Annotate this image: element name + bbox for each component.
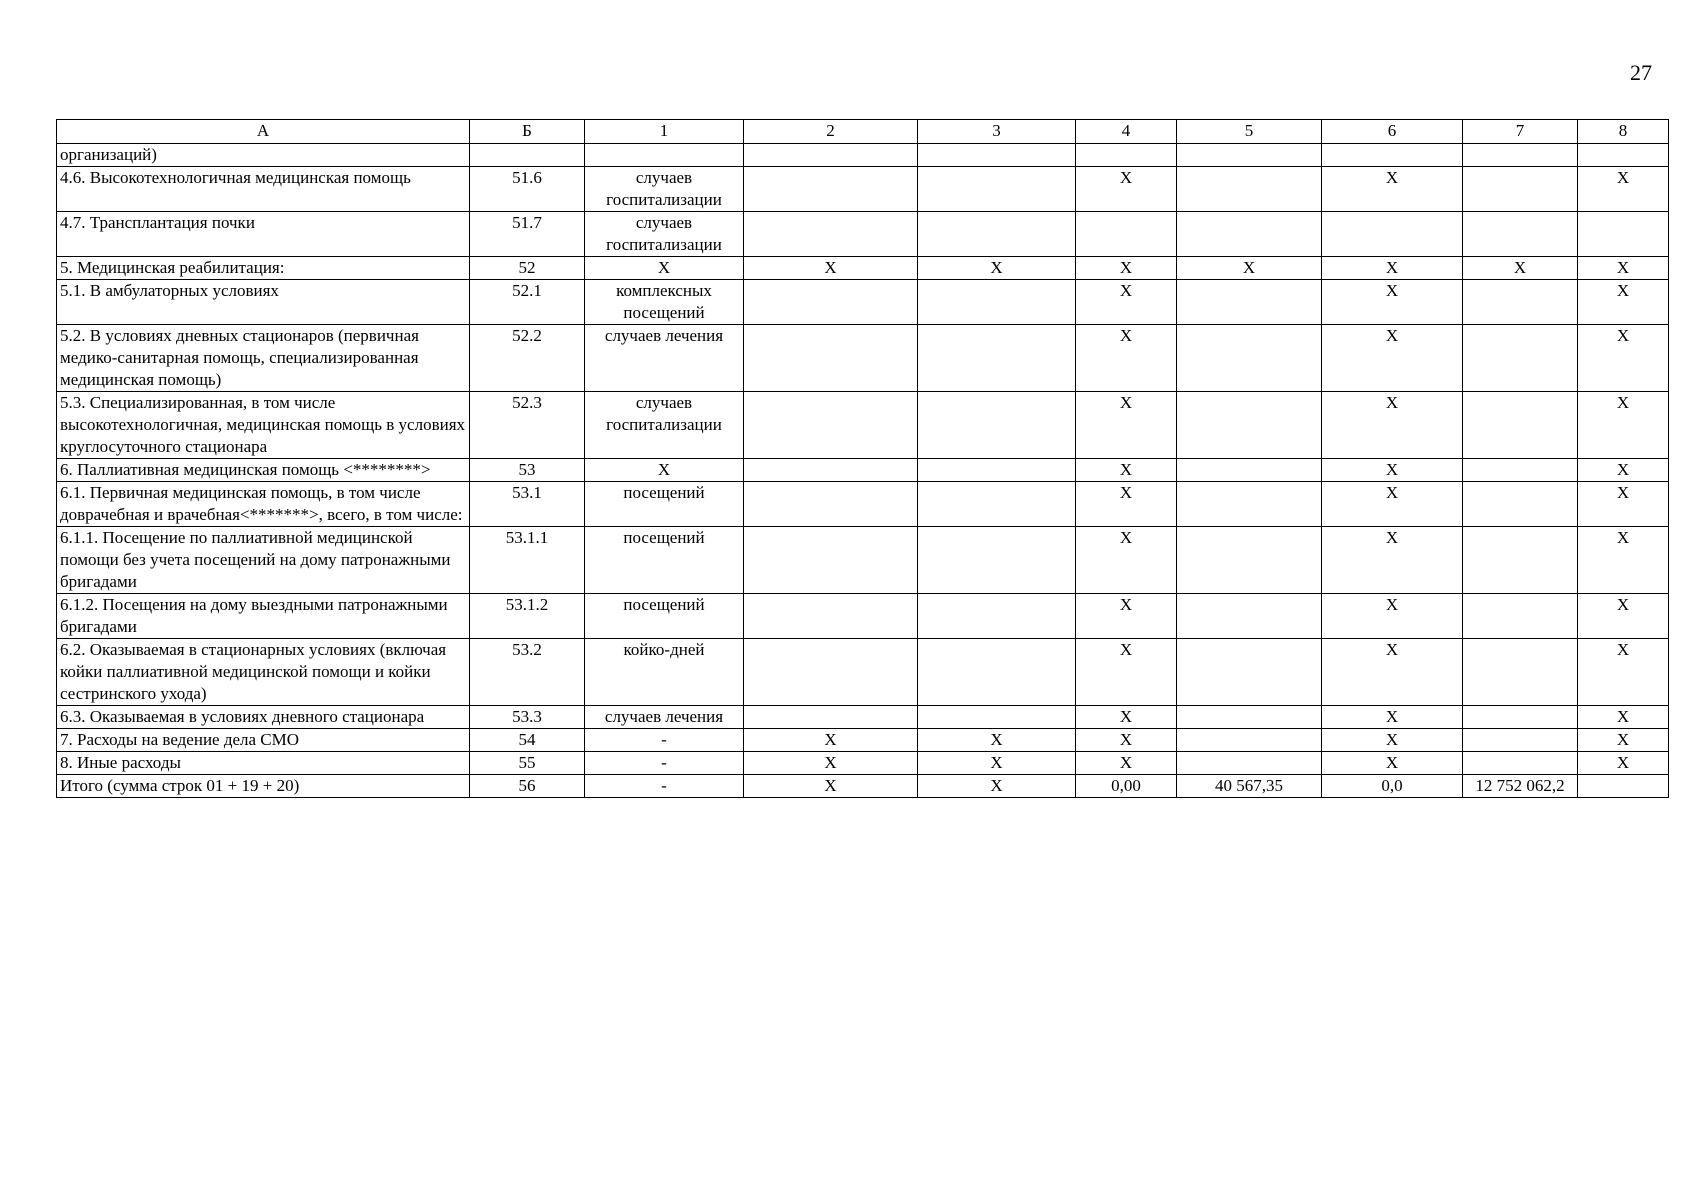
cell-unit: X (585, 257, 744, 280)
cell-col-2: X (744, 775, 918, 798)
cell-code: 51.6 (470, 167, 585, 212)
cell-col-6: X (1322, 482, 1463, 527)
cell-col-6 (1322, 144, 1463, 167)
cell-col-8: X (1578, 257, 1669, 280)
document-table (56, 119, 1669, 798)
cell-col-3 (918, 392, 1076, 459)
cell-col-8: X (1578, 459, 1669, 482)
cell-col-5: X (1177, 257, 1322, 280)
cell-col-2 (744, 325, 918, 392)
page-number: 27 (1630, 60, 1652, 85)
table-row (57, 280, 1669, 325)
cell-col-7 (1463, 212, 1578, 257)
cell-col-4: X (1076, 752, 1177, 775)
cell-col-7: 12 752 062,2 (1463, 775, 1578, 798)
cell-col-7 (1463, 459, 1578, 482)
cell-col-2 (744, 212, 918, 257)
cell-col-3 (918, 167, 1076, 212)
cell-col-4: X (1076, 280, 1177, 325)
cell-code: 52 (470, 257, 585, 280)
cell-col-6: X (1322, 167, 1463, 212)
cell-col-2 (744, 639, 918, 706)
cell-name: 6.1.2. Посещения на дому выездными патронажными бригадами (57, 594, 470, 639)
cell-name: 6.2. Оказываемая в стационарных условиях (включая койки паллиативной медицинской помощи и койки сестринского ухода) (57, 639, 470, 706)
cell-col-3 (918, 459, 1076, 482)
cell-name: 4.7. Трансплантация почки (57, 212, 470, 257)
cell-col-5 (1177, 459, 1322, 482)
cell-unit: случаев госпитализации (585, 392, 744, 459)
cell-col-8: X (1578, 527, 1669, 594)
cell-code: 53 (470, 459, 585, 482)
cell-code: 53.1.1 (470, 527, 585, 594)
cell-name: 4.6. Высокотехнологичная медицинская помощь (57, 167, 470, 212)
cell-col-5 (1177, 482, 1322, 527)
cell-unit (585, 144, 744, 167)
cell-col-4: X (1076, 706, 1177, 729)
cell-name: 6.1.1. Посещение по паллиативной медицинской помощи без учета посещений на дому патронажными бригадами (57, 527, 470, 594)
cell-col-7 (1463, 167, 1578, 212)
cell-col-7 (1463, 729, 1578, 752)
cell-col-6: X (1322, 257, 1463, 280)
table-row (57, 325, 1669, 392)
table-row (57, 729, 1669, 752)
table-row (57, 527, 1669, 594)
cell-col-5 (1177, 527, 1322, 594)
cell-name: 7. Расходы на ведение дела СМО (57, 729, 470, 752)
cell-col-6: X (1322, 594, 1463, 639)
cell-unit: - (585, 729, 744, 752)
cell-col-3 (918, 706, 1076, 729)
header-cell-2: 2 (744, 120, 918, 144)
header-cell-6: 6 (1322, 120, 1463, 144)
cell-col-7 (1463, 325, 1578, 392)
cell-name: 5. Медицинская реабилитация: (57, 257, 470, 280)
cell-col-7 (1463, 527, 1578, 594)
cell-col-3 (918, 280, 1076, 325)
cell-col-5 (1177, 594, 1322, 639)
header-cell-1: 1 (585, 120, 744, 144)
cell-unit: - (585, 775, 744, 798)
cell-unit: посещений (585, 482, 744, 527)
header-cell-b: Б (470, 120, 585, 144)
cell-col-4: X (1076, 729, 1177, 752)
cell-col-7 (1463, 392, 1578, 459)
cell-col-5 (1177, 144, 1322, 167)
cell-col-8 (1578, 144, 1669, 167)
cell-col-3 (918, 144, 1076, 167)
cell-col-7 (1463, 639, 1578, 706)
cell-col-5 (1177, 167, 1322, 212)
cell-name: 5.2. В условиях дневных стационаров (первичная медико-санитарная помощь, специализированная медицинская помощь) (57, 325, 470, 392)
header-cell-3: 3 (918, 120, 1076, 144)
cell-col-8: X (1578, 482, 1669, 527)
cell-col-2 (744, 706, 918, 729)
cell-col-4: X (1076, 257, 1177, 280)
cell-col-8 (1578, 775, 1669, 798)
cell-col-2 (744, 594, 918, 639)
cell-col-4 (1076, 144, 1177, 167)
cell-code: 53.1 (470, 482, 585, 527)
cell-col-4: X (1076, 594, 1177, 639)
cell-col-4: X (1076, 392, 1177, 459)
cell-col-8: X (1578, 752, 1669, 775)
cell-col-3: X (918, 775, 1076, 798)
table-row (57, 167, 1669, 212)
cell-code: 56 (470, 775, 585, 798)
cell-code: 53.1.2 (470, 594, 585, 639)
cell-col-5 (1177, 752, 1322, 775)
cell-col-2 (744, 392, 918, 459)
cell-name: Итого (сумма строк 01 + 19 + 20) (57, 775, 470, 798)
cell-col-8: X (1578, 706, 1669, 729)
cell-unit: случаев лечения (585, 706, 744, 729)
cell-col-4: X (1076, 639, 1177, 706)
cell-col-2: X (744, 752, 918, 775)
cell-col-5 (1177, 706, 1322, 729)
cell-col-4: X (1076, 527, 1177, 594)
table-row (57, 459, 1669, 482)
cell-name: организаций) (57, 144, 470, 167)
table-row (57, 639, 1669, 706)
cell-col-6: X (1322, 752, 1463, 775)
cell-unit: посещений (585, 594, 744, 639)
cell-col-4 (1076, 212, 1177, 257)
cell-unit: посещений (585, 527, 744, 594)
cell-col-7 (1463, 144, 1578, 167)
cell-col-5 (1177, 392, 1322, 459)
cell-unit: койко-дней (585, 639, 744, 706)
cell-col-7 (1463, 594, 1578, 639)
cell-col-6: X (1322, 527, 1463, 594)
cell-code: 52.2 (470, 325, 585, 392)
cell-col-6: X (1322, 280, 1463, 325)
cell-col-6: X (1322, 392, 1463, 459)
cell-code: 55 (470, 752, 585, 775)
cell-col-8: X (1578, 392, 1669, 459)
header-row (57, 120, 1669, 144)
cell-name: 5.1. В амбулаторных условиях (57, 280, 470, 325)
cell-col-3 (918, 594, 1076, 639)
cell-col-7 (1463, 280, 1578, 325)
cell-unit: - (585, 752, 744, 775)
table-row (57, 752, 1669, 775)
cell-unit: случаев госпитализации (585, 212, 744, 257)
cell-col-8: X (1578, 639, 1669, 706)
cell-col-3: X (918, 257, 1076, 280)
cell-col-3 (918, 527, 1076, 594)
cell-col-6: X (1322, 459, 1463, 482)
cell-col-2 (744, 482, 918, 527)
cell-col-4: X (1076, 167, 1177, 212)
table-row (57, 392, 1669, 459)
cell-col-5 (1177, 729, 1322, 752)
cell-unit: X (585, 459, 744, 482)
cell-col-6 (1322, 212, 1463, 257)
table-body (57, 144, 1669, 798)
cell-col-2: X (744, 257, 918, 280)
cell-col-5 (1177, 212, 1322, 257)
cell-col-8: X (1578, 729, 1669, 752)
cell-col-4: X (1076, 459, 1177, 482)
table-row (57, 144, 1669, 167)
cell-name: 8. Иные расходы (57, 752, 470, 775)
cell-col-8: X (1578, 167, 1669, 212)
cell-col-2 (744, 167, 918, 212)
cell-col-2 (744, 280, 918, 325)
cell-code: 53.3 (470, 706, 585, 729)
cell-col-7: X (1463, 257, 1578, 280)
table-row (57, 775, 1669, 798)
table-header (57, 120, 1669, 144)
cell-col-6: X (1322, 639, 1463, 706)
cell-name: 6. Паллиативная медицинская помощь <********> (57, 459, 470, 482)
cell-unit: комплексных посещений (585, 280, 744, 325)
cell-col-5 (1177, 280, 1322, 325)
cell-unit: случаев лечения (585, 325, 744, 392)
cell-col-2 (744, 459, 918, 482)
cell-unit: случаев госпитализации (585, 167, 744, 212)
header-cell-7: 7 (1463, 120, 1578, 144)
cell-col-3: X (918, 752, 1076, 775)
cell-col-8 (1578, 212, 1669, 257)
header-cell-5: 5 (1177, 120, 1322, 144)
cell-code: 54 (470, 729, 585, 752)
table-row (57, 706, 1669, 729)
cell-col-5 (1177, 639, 1322, 706)
cell-code (470, 144, 585, 167)
table-row (57, 482, 1669, 527)
cell-col-8: X (1578, 280, 1669, 325)
cell-col-2 (744, 144, 918, 167)
cell-col-4: X (1076, 325, 1177, 392)
cell-col-3 (918, 212, 1076, 257)
cell-col-4: 0,00 (1076, 775, 1177, 798)
cell-col-2 (744, 527, 918, 594)
cell-col-7 (1463, 706, 1578, 729)
cell-col-3 (918, 639, 1076, 706)
cell-col-3 (918, 482, 1076, 527)
cell-col-3 (918, 325, 1076, 392)
cell-col-2: X (744, 729, 918, 752)
cell-name: 6.3. Оказываемая в условиях дневного стационара (57, 706, 470, 729)
cell-col-8: X (1578, 594, 1669, 639)
cell-code: 52.3 (470, 392, 585, 459)
cell-col-7 (1463, 752, 1578, 775)
cell-col-6: X (1322, 706, 1463, 729)
table-row (57, 594, 1669, 639)
cell-code: 53.2 (470, 639, 585, 706)
cell-name: 5.3. Специализированная, в том числе высокотехнологичная, медицинская помощь в условиях круглосуточного стационара (57, 392, 470, 459)
cell-code: 52.1 (470, 280, 585, 325)
cell-col-3: X (918, 729, 1076, 752)
cell-col-8: X (1578, 325, 1669, 392)
header-cell-4: 4 (1076, 120, 1177, 144)
table-row (57, 257, 1669, 280)
cell-code: 51.7 (470, 212, 585, 257)
cell-col-6: X (1322, 729, 1463, 752)
cell-col-4: X (1076, 482, 1177, 527)
cell-col-7 (1463, 482, 1578, 527)
cell-col-6: X (1322, 325, 1463, 392)
table-row (57, 212, 1669, 257)
cell-col-6: 0,0 (1322, 775, 1463, 798)
header-cell-8: 8 (1578, 120, 1669, 144)
cell-col-5: 40 567,35 (1177, 775, 1322, 798)
cell-name: 6.1. Первичная медицинская помощь, в том числе доврачебная и врачебная<*******>, всего, в том числе: (57, 482, 470, 527)
header-cell-a: А (57, 120, 470, 144)
cell-col-5 (1177, 325, 1322, 392)
